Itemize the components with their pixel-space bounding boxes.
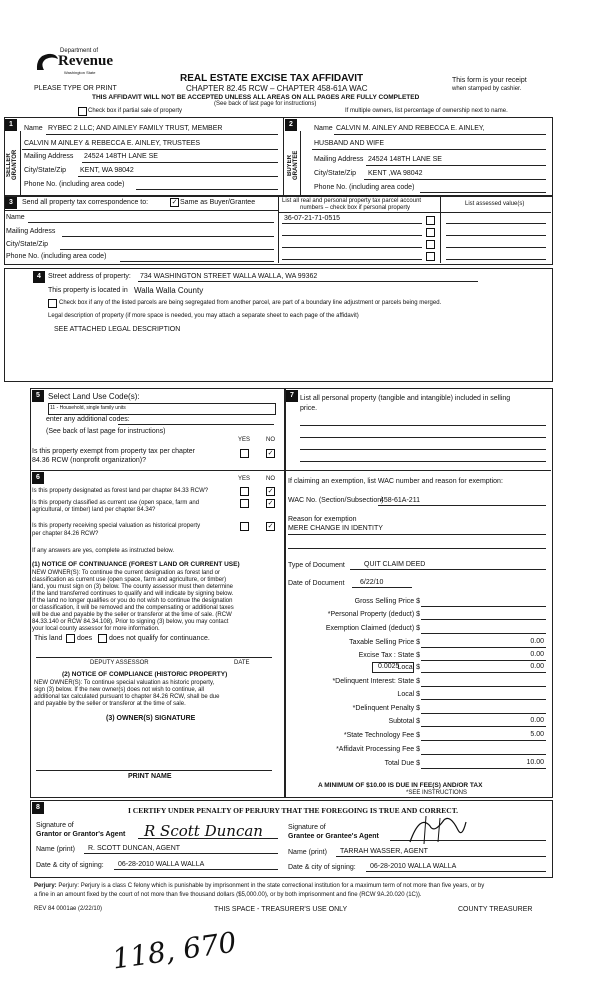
forest-question: Is this property designated as forest land per chapter 84.33 RCW? <box>32 488 209 494</box>
form-title: REAL ESTATE EXCISE TAX AFFIDAVIT <box>180 73 364 84</box>
parcel-4-personal-checkbox[interactable] <box>426 252 435 261</box>
land-use-label: Select Land Use Code(s): <box>48 392 140 401</box>
segregated-label: Check box if any of the listed parcels are being segregated from another parcel, are part of a boundary line adjustment or parcels being merged. <box>59 300 442 306</box>
reason-label: Reason for exemption <box>288 516 357 523</box>
see-instructions-note: *SEE INSTRUCTIONS <box>406 790 468 796</box>
current-use-q-a: Is this property classified as current use (open space, farm and <box>32 500 200 506</box>
exempt-yes-checkbox[interactable] <box>240 449 249 458</box>
buyer-city[interactable]: KENT ,WA 98042 <box>368 170 423 177</box>
buyer-city-label: City/State/Zip <box>314 170 357 177</box>
handwritten-number: 118, 670 <box>110 925 239 976</box>
corr-city-label: City/State/Zip <box>6 241 49 248</box>
seller-name-2[interactable]: CALVIN M AINLEY & REBECCA E. AINLEY, TRUSTEES <box>24 140 201 147</box>
multiple-owners-note: If multiple owners, list percentage of ownership next to name. <box>345 108 508 114</box>
section-1-number: 1 <box>5 119 17 131</box>
current-use-q-b: agricultural, or timber) land per chapter 84.34? <box>32 507 156 513</box>
deputy-assessor-label: DEPUTY ASSESSOR <box>90 660 149 666</box>
print-name-label: PRINT NAME <box>128 773 172 780</box>
treasurer-space-label: THIS SPACE - TREASURER'S USE ONLY <box>214 906 348 913</box>
delinquent-penalty-label: *Delinquent Penalty $ <box>352 705 420 712</box>
partial-sale-checkbox[interactable] <box>78 107 87 116</box>
seller-grantor-label: SELLER GRANTOR <box>6 149 18 181</box>
dept-line3: Washington State <box>64 70 96 75</box>
dept-line1: Department of <box>60 48 99 54</box>
receipt-line1: This form is your receipt <box>452 77 527 84</box>
total-due-label: Total Due $ <box>384 760 420 767</box>
tech-fee-label: *State Technology Fee $ <box>343 732 420 739</box>
personal-property-label: List all personal property (tangible and intangible) included in selling <box>300 395 511 402</box>
deputy-date-label: DATE <box>234 660 250 666</box>
grantee-signature <box>400 812 470 848</box>
tech-fee-value[interactable]: 5.00 <box>530 731 544 738</box>
does-checkbox[interactable] <box>66 634 75 643</box>
buyer-phone-label: Phone No. (including area code) <box>314 184 415 191</box>
historic-no-checkbox[interactable]: ✓ <box>267 523 274 530</box>
exempt-no-checkbox[interactable]: ✓ <box>267 450 274 457</box>
s5-no: NO <box>266 437 275 443</box>
revenue-logo <box>34 44 114 84</box>
chapters: CHAPTER 82.45 RCW – CHAPTER 458-61A WAC <box>186 84 368 93</box>
personal-deduct-label: *Personal Property (deduct) $ <box>327 611 420 618</box>
local-rate-value: 0.0025 <box>378 663 400 670</box>
section-4-number: 4 <box>33 271 45 283</box>
grantor-print-value[interactable]: R. SCOTT DUNCAN, AGENT <box>88 845 181 852</box>
grantor-signature: R Scott Duncan <box>144 822 263 840</box>
excise-state-label: Excise Tax : State $ <box>358 652 420 659</box>
taxable-price-value[interactable]: 0.00 <box>530 638 544 645</box>
grantor-sig-label-2: Grantor or Grantor's Agent <box>36 831 126 838</box>
seller-mailing[interactable]: 24524 148TH LANE SE <box>84 153 158 160</box>
notice-compliance-title: (2) NOTICE OF COMPLIANCE (HISTORIC PROPERTY) <box>62 671 228 678</box>
delinquent-interest-local-label: Local $ <box>397 691 420 698</box>
forest-yes-checkbox[interactable] <box>240 487 249 496</box>
does-label: does <box>77 635 93 642</box>
grantee-print-value[interactable]: TARRAH WASSER, AGENT <box>340 848 428 855</box>
section-8-number: 8 <box>32 802 44 814</box>
grantee-date-label: Date & city of signing: <box>288 864 356 871</box>
current-use-no-checkbox[interactable]: ✓ <box>267 500 274 507</box>
county-treasurer-label: COUNTY TREASURER <box>458 906 533 913</box>
buyer-mailing[interactable]: 24524 148TH LANE SE <box>368 156 442 163</box>
assessed-header: List assessed value(s) <box>465 201 525 207</box>
same-as-buyer-label: Same as Buyer/Grantee <box>180 199 256 206</box>
wac-number[interactable]: 458-61A-211 <box>380 497 420 504</box>
segregated-checkbox[interactable] <box>48 299 57 308</box>
total-due-value[interactable]: 10.00 <box>526 759 544 766</box>
doc-type-value[interactable]: QUIT CLAIM DEED <box>364 561 426 568</box>
notice-compliance-text: NEW OWNER(S): To continue special valuation as historic property, sign (3) below. If the new owner(s) does not wish to continue, all additional tax calculated pursuant to chapter 84.26 RCW, shall be due and payable by the seller or transferor at the time of sale. <box>34 680 220 707</box>
parcel-2-personal-checkbox[interactable] <box>426 228 435 237</box>
local-tax-value[interactable]: 0.00 <box>530 663 544 670</box>
buyer-name-label: Name <box>314 125 333 132</box>
receipt-line2: when stamped by cashier. <box>452 86 522 92</box>
seller-name-1[interactable]: RYBEC 2 LLC; AND AINLEY FAMILY TRUST, MEMBER <box>48 125 223 132</box>
certify-statement: I CERTIFY UNDER PENALTY OF PERJURY THAT THE FOREGOING IS TRUE AND CORRECT. <box>128 806 459 815</box>
does-not-checkbox[interactable] <box>98 634 107 643</box>
located-label: This property is located in <box>48 287 128 294</box>
land-use-value: 11 - Household, single family units <box>50 405 126 411</box>
grantee-date-value[interactable]: 06-28-2010 WALLA WALLA <box>370 863 457 870</box>
legal-label: Legal description of property (if more space is needed, you may attach a separate sheet to each page of the affidavit) <box>48 313 359 319</box>
send-correspondence-label: Send all property tax correspondence to: <box>22 199 149 206</box>
doc-date-label: Date of Document <box>288 580 345 587</box>
buyer-mailing-label: Mailing Address <box>314 156 364 163</box>
historic-yes-checkbox[interactable] <box>240 522 249 531</box>
wac-label: WAC No. (Section/Subsection) <box>288 497 384 504</box>
notice-continuance-text: NEW OWNER(S): To continue the current designation as forest land or classification as current use (open space, farm and agriculture, or timber) land, you must sign on (3) below. The county assessor must then determine if the land transferred continues to qualify and will indicate by signing below. If the land no longer qualifies or you do not wish to continue the designation or classification, it will be removed and the compensating or additional taxes will be due and payable by the seller or transferor at the time of sale. (RCW 84.33.140 or RCW 84.34.108). Prior to signing (3) below, you may contact your local county assessor for more information. <box>32 570 234 632</box>
notice-continuance-title: (1) NOTICE OF CONTINUANCE (FOREST LAND OR CURRENT USE) <box>32 561 240 568</box>
street-address[interactable]: 734 WASHINGTON STREET WALLA WALLA, WA 99362 <box>140 273 318 280</box>
buyer-name-2[interactable]: HUSBAND AND WIFE <box>314 140 385 147</box>
dept-line2: Revenue <box>58 53 113 69</box>
buyer-name-1[interactable]: CALVIN M. AINLEY AND REBECCA E. AINLEY, <box>336 125 485 132</box>
exempt-q2: 84.36 RCW (nonprofit organization)? <box>32 457 147 464</box>
same-as-buyer-checkbox[interactable]: ✓ <box>171 199 178 206</box>
perjury-line-1: Perjury: Perjury: Perjury is a class C felony which is punishable by imprisonment in the state correctional institution for a maximum term of not more than five years, or by <box>34 883 485 889</box>
if-yes-note: If any answers are yes, complete as instructed below. <box>32 548 175 554</box>
legal-description[interactable]: SEE ATTACHED LEGAL DESCRIPTION <box>54 326 181 333</box>
perjury-line-2: a fine in an amount fixed by the court of not more than five thousand dollars ($5,000.00), or by both imprisonment and fine (RCW 9A.20.020 (1C)). <box>34 892 422 898</box>
reason-value[interactable]: MERE CHANGE IN IDENTITY <box>288 525 383 532</box>
seller-phone-label: Phone No. (including area code) <box>24 181 125 188</box>
section-7-number: 7 <box>286 390 298 402</box>
minimum-fee-note: A MINIMUM OF $10.00 IS DUE IN FEE(S) AND/OR TAX <box>318 782 483 789</box>
current-use-yes-checkbox[interactable] <box>240 499 249 508</box>
street-label: Street address of property: <box>48 273 131 280</box>
personal-property-label-2: price. <box>300 405 318 412</box>
affidavit-fee-label: *Affidavit Processing Fee $ <box>336 746 420 753</box>
historic-q-a: Is this property receiving special valuation as historical property <box>32 523 201 529</box>
parcel-header-1: List all real and personal property tax parcel account <box>282 198 422 204</box>
seller-city-label: City/State/Zip <box>24 167 67 174</box>
section-6-number: 6 <box>32 472 44 484</box>
parcel-1-personal-checkbox[interactable] <box>426 216 435 225</box>
grantor-sig-label-1: Signature of <box>36 822 74 829</box>
exempt-q1: Is this property exempt from property tax per chapter <box>32 448 196 455</box>
delinquent-interest-label: *Delinquent Interest: State $ <box>332 678 420 685</box>
corr-name-label: Name <box>6 214 25 221</box>
s5-yes: YES <box>238 437 251 443</box>
section-3-number: 3 <box>5 197 17 209</box>
does-not-label: does not qualify for continuance. <box>109 635 210 642</box>
grantor-date-value[interactable]: 06-28-2010 WALLA WALLA <box>118 861 205 868</box>
exemption-label: If claiming an exemption, list WAC number and reason for exemption: <box>288 478 503 485</box>
grantor-date-label: Date & city of signing: <box>36 862 104 869</box>
revision-code: REV 84 0001ae (2/22/10) <box>34 906 103 912</box>
seller-name-label: Name <box>24 125 43 132</box>
historic-q-b: per chapter 84.26 RCW? <box>32 531 99 537</box>
section-2-number: 2 <box>285 119 297 131</box>
parcel-number-1[interactable]: 36-07-21-71-0515 <box>284 215 341 222</box>
exemption-claimed-label: Exemption Claimed (deduct) $ <box>325 625 420 632</box>
grantee-sig-label-1: Signature of <box>288 824 326 831</box>
doc-date-value[interactable]: 6/22/10 <box>360 579 384 586</box>
subtotal-label: Subtotal $ <box>388 718 420 725</box>
seller-city[interactable]: KENT, WA 98042 <box>80 167 134 174</box>
revenue-logo-icon <box>34 50 60 76</box>
partial-sale-label: Check box if partial sale of property <box>88 108 183 114</box>
subtotal-value[interactable]: 0.00 <box>530 717 544 724</box>
land-use-see-back: (See back of last page for instructions) <box>46 428 166 435</box>
gross-price-label: Gross Selling Price $ <box>354 598 420 605</box>
parcel-header-2: numbers – check box if personal property <box>300 205 411 211</box>
local-tax-label: Local $ <box>397 664 420 671</box>
grantee-sig-label-2: Grantee or Grantee's Agent <box>288 833 379 840</box>
buyer-grantee-label: BUYER GRANTEE <box>287 150 299 180</box>
section-5-number: 5 <box>32 390 44 402</box>
additional-codes-label: enter any additional codes: <box>46 416 130 423</box>
please-type: PLEASE TYPE OR PRINT <box>34 85 117 92</box>
parcel-3-personal-checkbox[interactable] <box>426 240 435 249</box>
s6-yes: YES <box>238 476 251 482</box>
corr-mailing-label: Mailing Address <box>6 228 56 235</box>
seller-mailing-label: Mailing Address <box>24 153 74 160</box>
grantor-print-label: Name (print) <box>36 846 75 853</box>
doc-type-label: Type of Document <box>288 562 345 569</box>
forest-no-checkbox[interactable]: ✓ <box>267 488 274 495</box>
owner-signature-label: (3) OWNER(S) SIGNATURE <box>106 715 196 722</box>
corr-phone-label: Phone No. (including area code) <box>6 253 107 260</box>
section-4-box <box>4 268 553 382</box>
this-land-label: This land <box>34 635 63 642</box>
excise-state-value[interactable]: 0.00 <box>530 651 544 658</box>
s6-no: NO <box>266 476 275 482</box>
taxable-price-label: Taxable Selling Price $ <box>349 639 420 646</box>
located-county[interactable]: Walla Walla County <box>134 286 204 295</box>
warning: THIS AFFIDAVIT WILL NOT BE ACCEPTED UNLESS ALL AREAS ON ALL PAGES ARE FULLY COMPLETED <box>92 94 420 101</box>
see-back: (See back of last page for instructions) <box>214 101 317 107</box>
grantee-print-label: Name (print) <box>288 849 327 856</box>
